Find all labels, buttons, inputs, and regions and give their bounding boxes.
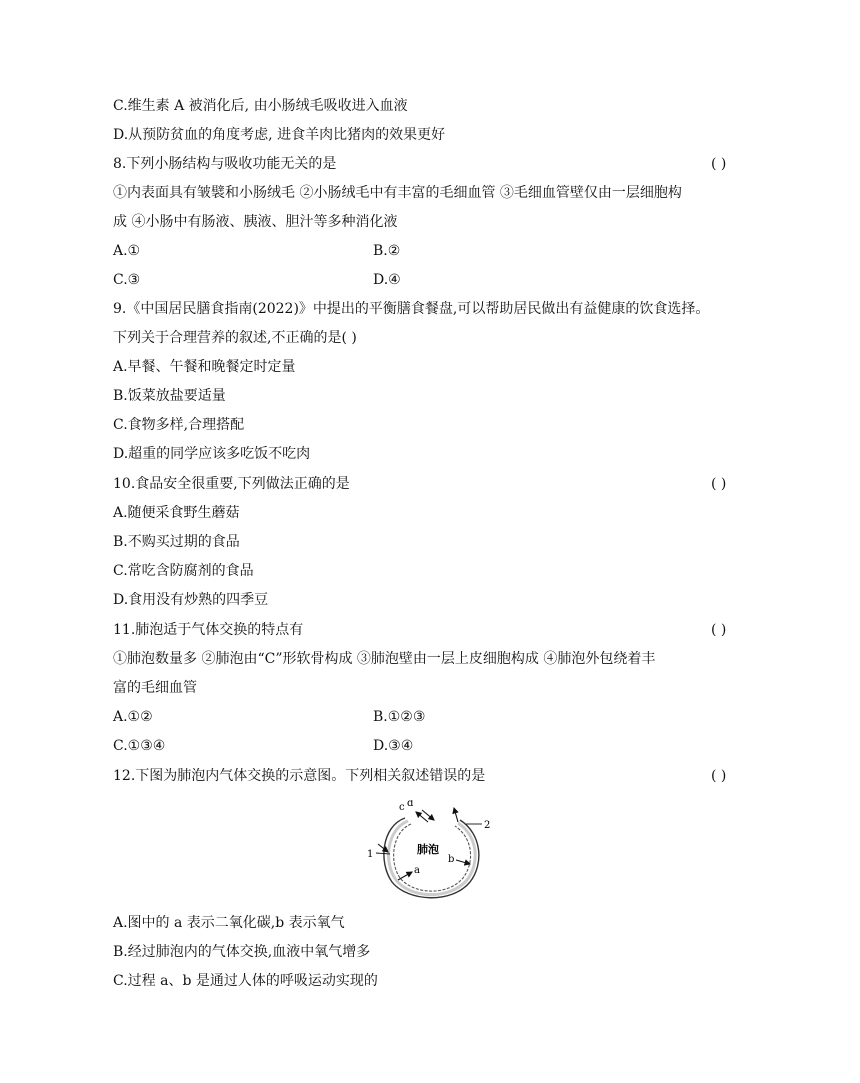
q11-option-a: A.①② (113, 709, 153, 725)
q9-option-c: C.食物多样,合理搭配 (113, 417, 245, 433)
label-alveolus: 肺泡 (417, 843, 439, 856)
q7-option-d: D.从预防贫血的角度考虑, 进食羊肉比猪肉的效果更好 (113, 127, 446, 143)
q11-option-d: D.③④ (373, 738, 414, 754)
arrow-blood-in (378, 844, 388, 852)
label-b: b (448, 854, 455, 865)
label-a: a (414, 865, 420, 876)
q11-description-line2: 富的毛细血管 (113, 680, 197, 696)
q12-option-c: C.过程 a、b 是通过人体的呼吸运动实现的 (113, 973, 378, 989)
q10-option-b: B.不购买过期的食品 (113, 534, 240, 550)
q8-option-d: D.④ (373, 272, 401, 288)
alveolus-gas-exchange-diagram (362, 800, 498, 906)
q9-option-b: B.饭菜放盐要适量 (113, 388, 226, 404)
q9-stem-line1: 9.《中国居民膳食指南(2022)》中提出的平衡膳食餐盘,可以帮助居民做出有益健康的饮食选择。 (113, 301, 710, 317)
q11-answer-bracket: ( ) (711, 622, 727, 638)
q8-description-line2: 成 ④小肠中有肠液、胰液、胆汁等多种消化液 (113, 214, 398, 230)
q8-option-b: B.② (373, 243, 401, 259)
arrow-a (398, 872, 412, 880)
q11-option-c: C.①③④ (113, 738, 166, 754)
q12-option-a: A.图中的 a 表示二氧化碳,b 表示氧气 (113, 915, 345, 931)
q10-option-a: A.随便采食野生蘑菇 (113, 505, 240, 521)
label-c: c (399, 802, 405, 813)
q10-stem: 10.食品安全很重要,下列做法正确的是 (113, 476, 350, 492)
label-d: d (407, 800, 414, 809)
label-2: 2 (484, 820, 491, 831)
q11-description-line1: ①肺泡数量多 ②肺泡由“C”形软骨构成 ③肺泡壁由一层上皮细胞构成 ④肺泡外包绕着丰 (113, 651, 656, 667)
q12-stem: 12.下图为肺泡内气体交换的示意图。下列相关叙述错误的是 (113, 768, 486, 784)
q10-option-c: C.常吃含防腐剂的食品 (113, 563, 254, 579)
q9-option-d: D.超重的同学应该多吃饭不吃肉 (113, 446, 311, 462)
alveolus-wall-inner (394, 824, 471, 891)
q11-option-b: B.①②③ (373, 709, 426, 725)
q11-stem: 11.肺泡适于气体交换的特点有 (113, 622, 304, 638)
label-1: 1 (367, 849, 374, 860)
q9-option-a: A.早餐、午餐和晚餐定时定量 (113, 359, 296, 375)
arrow-blood-out (454, 808, 458, 822)
q12-answer-bracket: ( ) (711, 768, 727, 784)
arrow-b (456, 860, 470, 864)
q9-stem-line2: 下列关于合理营养的叙述,不正确的是( ) (113, 330, 357, 346)
q10-option-d: D.食用没有炒熟的四季豆 (113, 592, 269, 608)
q8-option-c: C.③ (113, 272, 141, 288)
q8-answer-bracket: ( ) (711, 156, 727, 172)
q8-description-line1: ①内表面具有皱襞和小肠绒毛 ②小肠绒毛中有丰富的毛细血管 ③毛细血管壁仅由一层细胞构 (113, 185, 682, 201)
q10-answer-bracket: ( ) (711, 476, 727, 492)
q7-option-c: C.维生素 A 被消化后, 由小肠绒毛吸收进入血液 (113, 98, 408, 114)
q8-stem: 8.下列小肠结构与吸收功能无关的是 (113, 156, 337, 172)
q8-option-a: A.① (113, 243, 141, 259)
q12-option-b: B.经过肺泡内的气体交换,血液中氧气增多 (113, 944, 371, 960)
